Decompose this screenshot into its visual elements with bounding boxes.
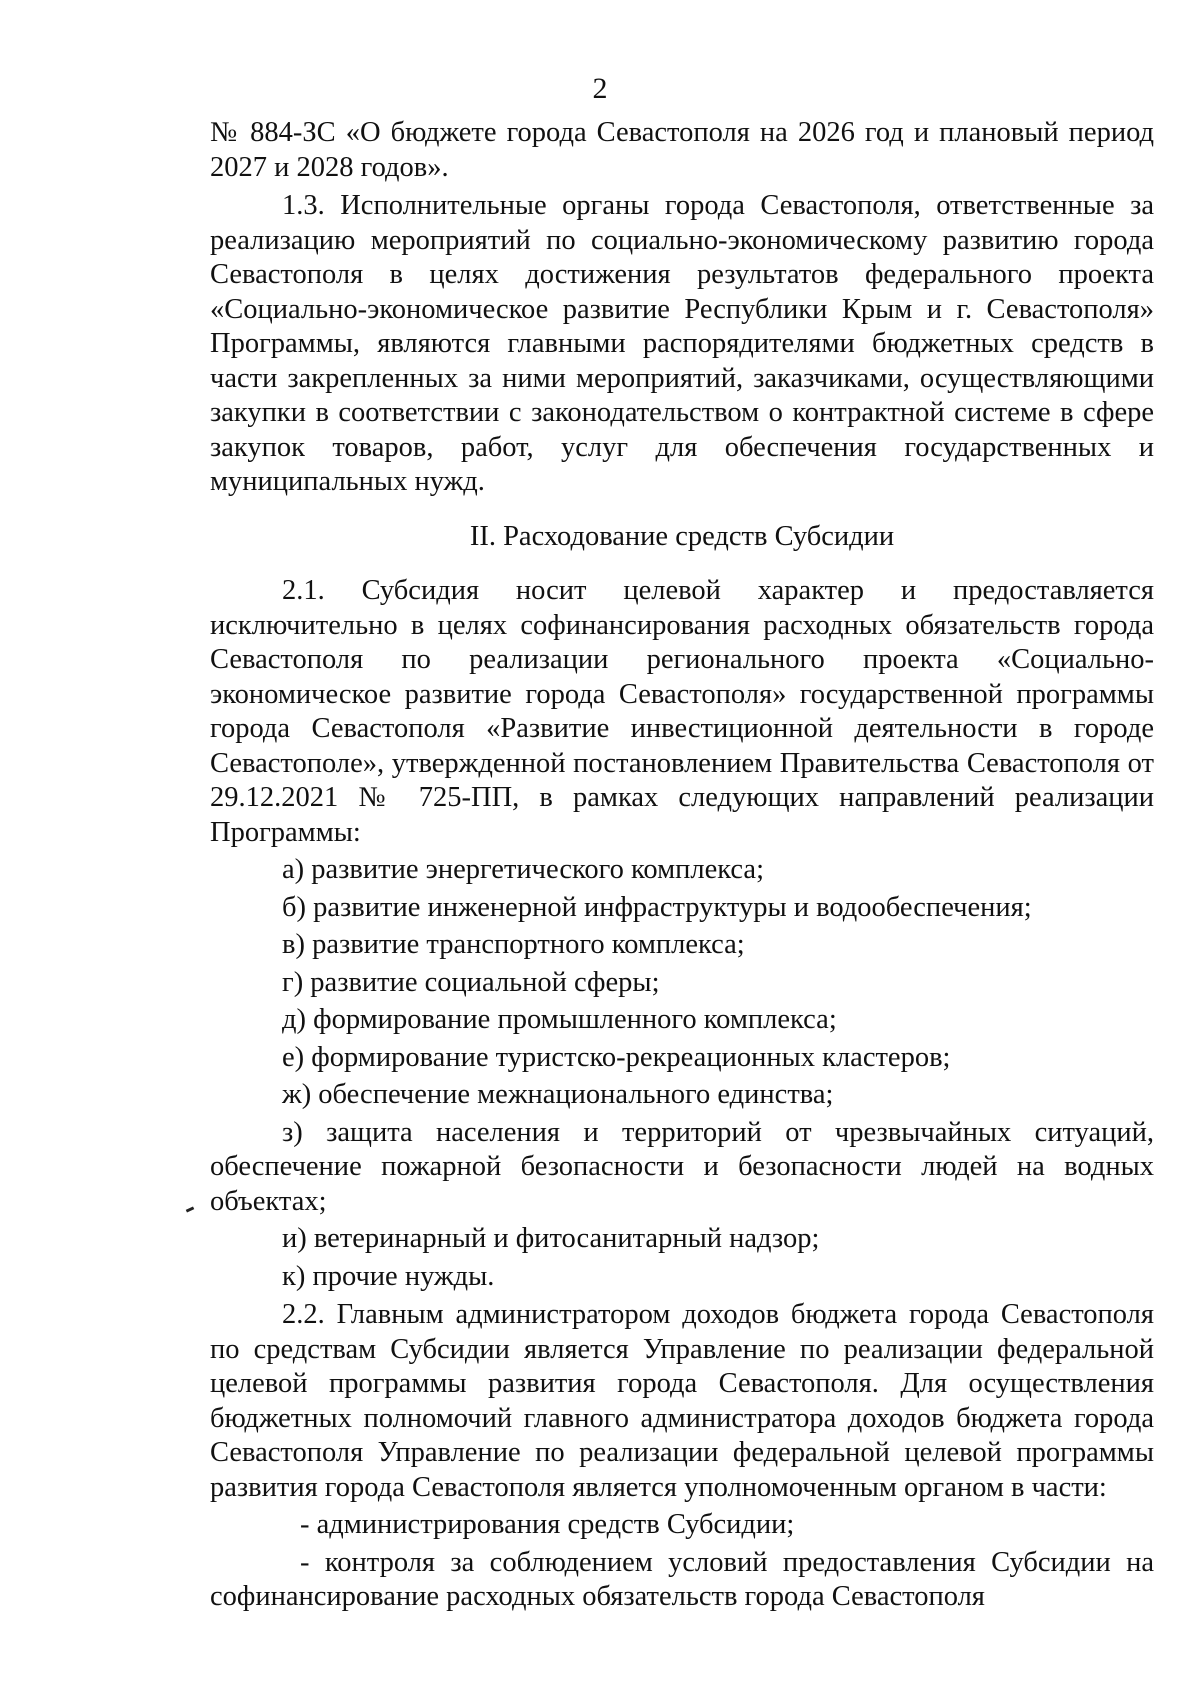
authority-list: [210, 1508, 1154, 1615]
section-heading: II. Расходование средств Субсидии: [469, 520, 895, 552]
list-item: ж) обеспечение межнационального единства;: [282, 1079, 834, 1110]
page-number: 2: [592, 72, 608, 105]
paragraph-2-2: 2.2. Главным администратором доходов бюджета города Севастополя по средствам Субсидии является Управление по реализации федеральной целевой программы развития города Севастополя. Для осуществления бюджетных полномочий главного администратора доходов бюджета города Севастополя Управление по реализации федеральной целевой программы развития города Севастополя является уполномоченным органом в части:: [210, 1299, 1154, 1503]
list-item: а) развитие энергетического комплекса;: [282, 854, 764, 885]
paragraph-1-3: 1.3. Исполнительные органы города Севастополя, ответственные за реализацию мероприятий по социально-экономическому развитию города Севастополя в целях достижения результатов федерального проекта «Социально-экономическое развитие Республики Крым и г. Севастополя» Программы, являются главными распорядителями бюджетных средств в части закрепленных за ними мероприятий, заказчиками, осуществляющими закупки в соответствии с законодательством о контрактной системе в сфере закупок товаров, работ, услуг для обеспечения государственных и муниципальных нужд.: [210, 190, 1154, 497]
list-item: г) развитие социальной сферы;: [282, 966, 660, 998]
list-item: - администрирования средств Субсидии;: [300, 1509, 795, 1540]
paragraph-2-1: 2.1. Субсидия носит целевой характер и предоставляется исключительно в целях софинансирования расходных обязательств города Севастополя по реализации регионального проекта «Социально-экономическое развитие города Севастополя» государственной программы города Севастополя «Развитие инвестиционной деятельности в городе Севастополе», утвержденной постановлением Правительства Севастополя от 29.12.2021 № 725-ПП, в рамках следующих направлений реализации Программы:: [210, 575, 1154, 848]
document-body: [210, 116, 1154, 1618]
margin-mark: [186, 1206, 195, 1212]
list-item: к) прочие нужды.: [282, 1260, 495, 1292]
paragraph-continuation: № 884-ЗС «О бюджете города Севастополя на 2026 год и плановый период 2027 и 2028 годов».: [210, 117, 1154, 183]
directions-list: [210, 853, 1154, 1294]
list-item: з) защита населения и территорий от чрезвычайных ситуаций, обеспечение пожарной безопасности и безопасности людей на водных объектах;: [210, 1116, 1154, 1217]
list-item: - контроля за соблюдением условий предоставления Субсидии на софинансирование расходных обязательств города Севастополя: [210, 1546, 1154, 1612]
list-item: д) формирование промышленного комплекса;: [282, 1004, 837, 1035]
list-item: в) развитие транспортного комплекса;: [282, 929, 745, 960]
list-item: е) формирование туристско-рекреационных кластеров;: [282, 1041, 951, 1073]
list-item: и) ветеринарный и фитосанитарный надзор;: [282, 1223, 820, 1254]
list-item: б) развитие инженерной инфраструктуры и водообеспечения;: [282, 891, 1032, 923]
